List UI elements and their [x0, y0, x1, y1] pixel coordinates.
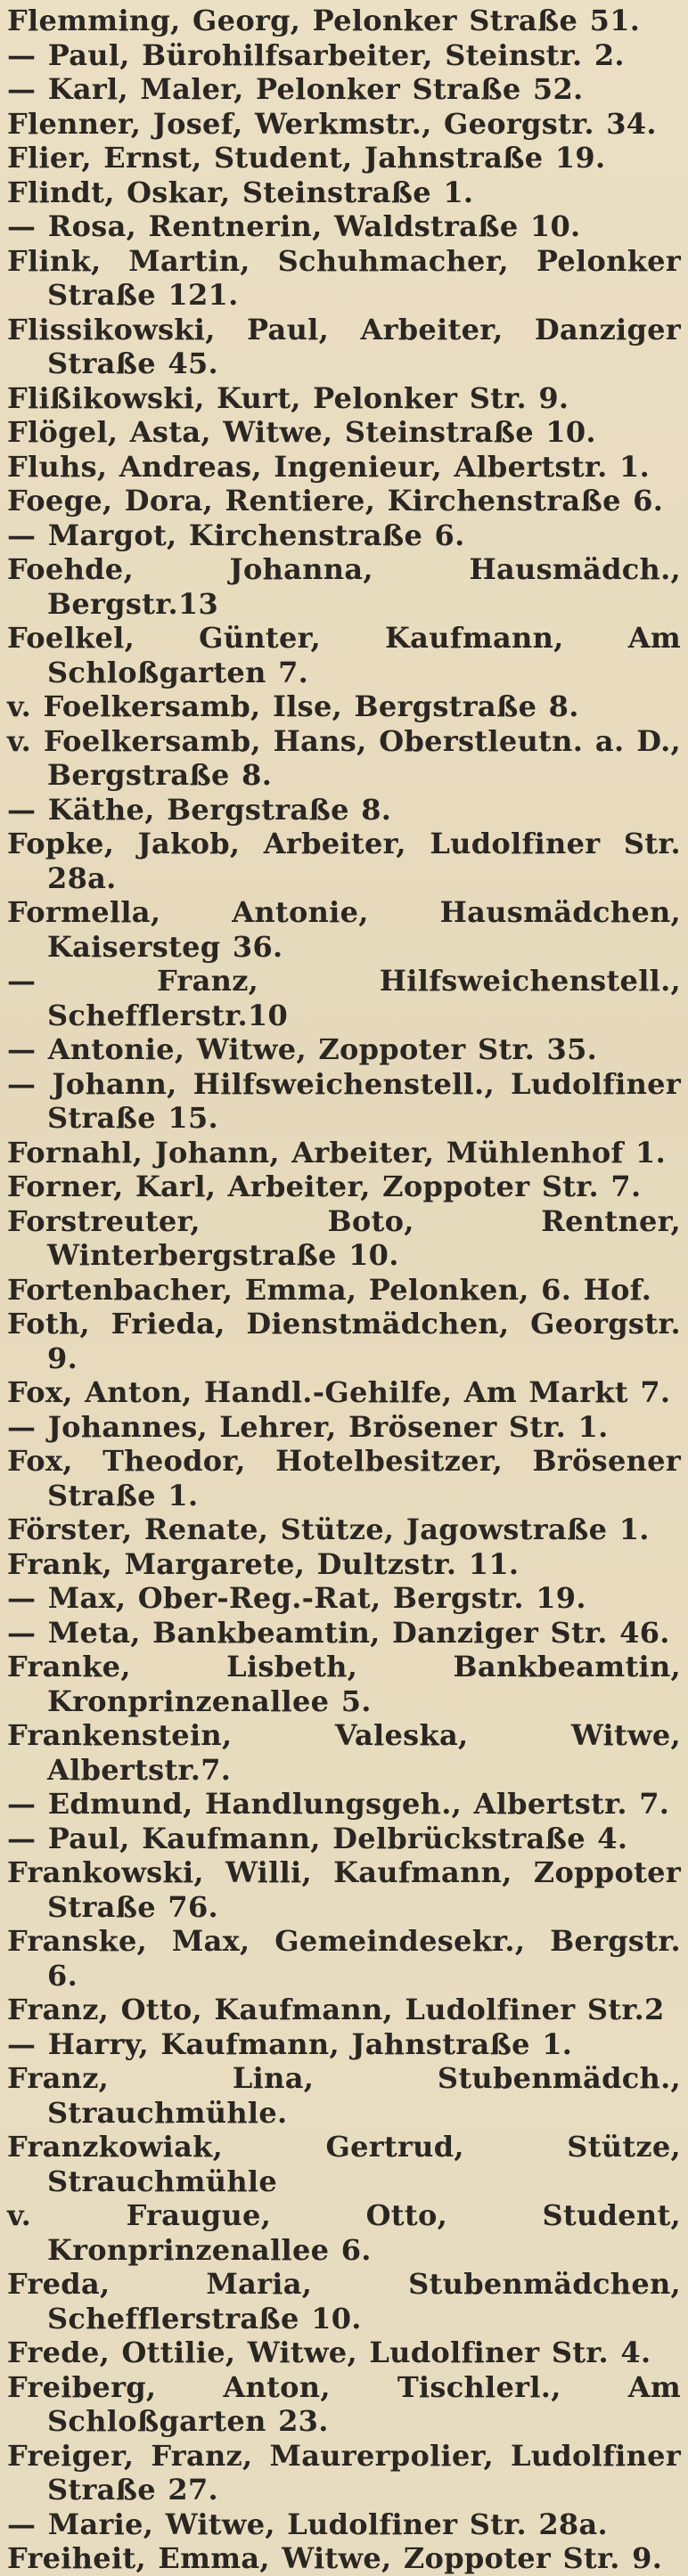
entry: — Paul, Bürohilfsarbeiter, Steinstr. 2.: [7, 37, 625, 72]
entry: — Karl, Maler, Pelonker Straße 52.: [7, 72, 584, 106]
entry: Foth, Frieda, Dienstmädchen, Georgstr. 9.: [7, 1307, 681, 1375]
entry: — Max, Ober-Reg.-Rat, Bergstr. 19.: [7, 1581, 586, 1615]
entry: Foelkel, Günter, Kaufmann, Am Schloßgarten 7.: [7, 621, 681, 689]
entry: Flenner, Josef, Werkmstr., Georgstr. 34.: [7, 106, 657, 141]
entry: — Marie, Witwe, Ludolfiner Str. 28a.: [7, 2507, 608, 2541]
entry: Frankowski, Willi, Kaufmann, Zoppoter Straße 76.: [7, 1855, 681, 1924]
entry: — Margot, Kirchenstraße 6.: [7, 518, 465, 552]
address-entries: [7, 4, 681, 2576]
entry: v. Fraugue, Otto, Student, Kronprinzenallee 6.: [7, 2198, 681, 2267]
entry: Freiger, Franz, Maurerpolier, Ludolfiner Straße 27.: [7, 2438, 681, 2507]
entry: — Edmund, Handlungsgeh., Albertstr. 7.: [7, 1787, 670, 1821]
entry: Flissikowski, Paul, Arbeiter, Danziger Straße 45.: [7, 312, 681, 380]
entry: — Harry, Kaufmann, Jahnstraße 1.: [7, 2026, 573, 2061]
entry: Flindt, Oskar, Steinstraße 1.: [7, 175, 474, 209]
entry: Fox, Theodor, Hotelbesitzer, Brösener Straße 1.: [7, 1444, 681, 1512]
entry: Franzkowiak, Gertrud, Stütze, Strauchmühle: [7, 2130, 681, 2198]
entry: — Rosa, Rentnerin, Waldstraße 10.: [7, 209, 581, 243]
entry: — Käthe, Bergstraße 8.: [7, 792, 392, 827]
entry: — Meta, Bankbeamtin, Danziger Str. 46.: [7, 1615, 670, 1650]
entry: — Johannes, Lehrer, Brösener Str. 1.: [7, 1409, 609, 1444]
entry: — Franz, Hilfsweichenstell., Schefflerstr.10: [7, 964, 681, 1032]
entry: Forner, Karl, Arbeiter, Zoppoter Str. 7.: [7, 1170, 642, 1203]
entry: Fortenbacher, Emma, Pelonken, 6. Hof.: [7, 1272, 652, 1307]
entry: Flink, Martin, Schuhmacher, Pelonker Straße 121.: [7, 243, 681, 312]
entry: Foege, Dora, Rentiere, Kirchenstraße 6.: [7, 484, 664, 518]
entry: Foehde, Johanna, Hausmädch., Bergstr.13: [7, 552, 681, 621]
entry: Flögel, Asta, Witwe, Steinstraße 10.: [7, 415, 596, 449]
entry: Fox, Anton, Handl.-Gehilfe, Am Markt 7.: [7, 1375, 671, 1409]
entry: Fornahl, Johann, Arbeiter, Mühlenhof 1.: [7, 1135, 667, 1170]
entry: Fluhs, Andreas, Ingenieur, Albertstr. 1.: [7, 449, 651, 484]
entry: Frankenstein, Valeska, Witwe, Albertstr.7.: [7, 1718, 681, 1787]
entry: — Paul, Kaufmann, Delbrückstraße 4.: [7, 1821, 628, 1855]
entry: Fopke, Jakob, Arbeiter, Ludolfiner Str. 28a.: [7, 827, 681, 895]
entry: — Johann, Hilfsweichenstell., Ludolfiner Straße 15.: [7, 1066, 681, 1135]
entry: Formella, Antonie, Hausmädchen, Kaisersteg 36.: [7, 895, 681, 964]
entry: v. Foelkersamb, Hans, Oberstleutn. a. D., Bergstraße 8.: [7, 723, 681, 792]
entry: Flier, Ernst, Student, Jahnstraße 19.: [7, 141, 606, 175]
entry: v. Foelkersamb, Ilse, Bergstraße 8.: [7, 689, 579, 723]
entry: Franz, Otto, Kaufmann, Ludolfiner Str.2: [7, 1993, 665, 2026]
entry: Freiheit, Emma, Witwe, Zoppoter Str. 9.: [7, 2541, 663, 2575]
entry: Flißikowski, Kurt, Pelonker Str. 9.: [7, 380, 569, 415]
entry: Frank, Margarete, Dultzstr. 11.: [7, 1546, 520, 1581]
entry: Forstreuter, Boto, Rentner, Winterbergstraße 10.: [7, 1203, 681, 1272]
entry: Franke, Lisbeth, Bankbeamtin, Kronprinzenallee 5.: [7, 1650, 681, 1718]
entry: Freda, Maria, Stubenmädchen, Schefflerstraße 10.: [7, 2267, 681, 2336]
entry: Franske, Max, Gemeindesekr., Bergstr. 6.: [7, 1924, 681, 1993]
entry: Freiberg, Anton, Tischlerl., Am Schloßgarten 23.: [7, 2369, 681, 2438]
entry: Frede, Ottilie, Witwe, Ludolfiner Str. 4.: [7, 2336, 651, 2369]
entry: Franz, Lina, Stubenmädch., Strauchmühle.: [7, 2061, 681, 2130]
entry: Flemming, Georg, Pelonker Straße 51.: [7, 4, 641, 37]
entry: — Antonie, Witwe, Zoppoter Str. 35.: [7, 1032, 598, 1066]
entry: Förster, Renate, Stütze, Jagowstraße 1.: [7, 1512, 650, 1546]
